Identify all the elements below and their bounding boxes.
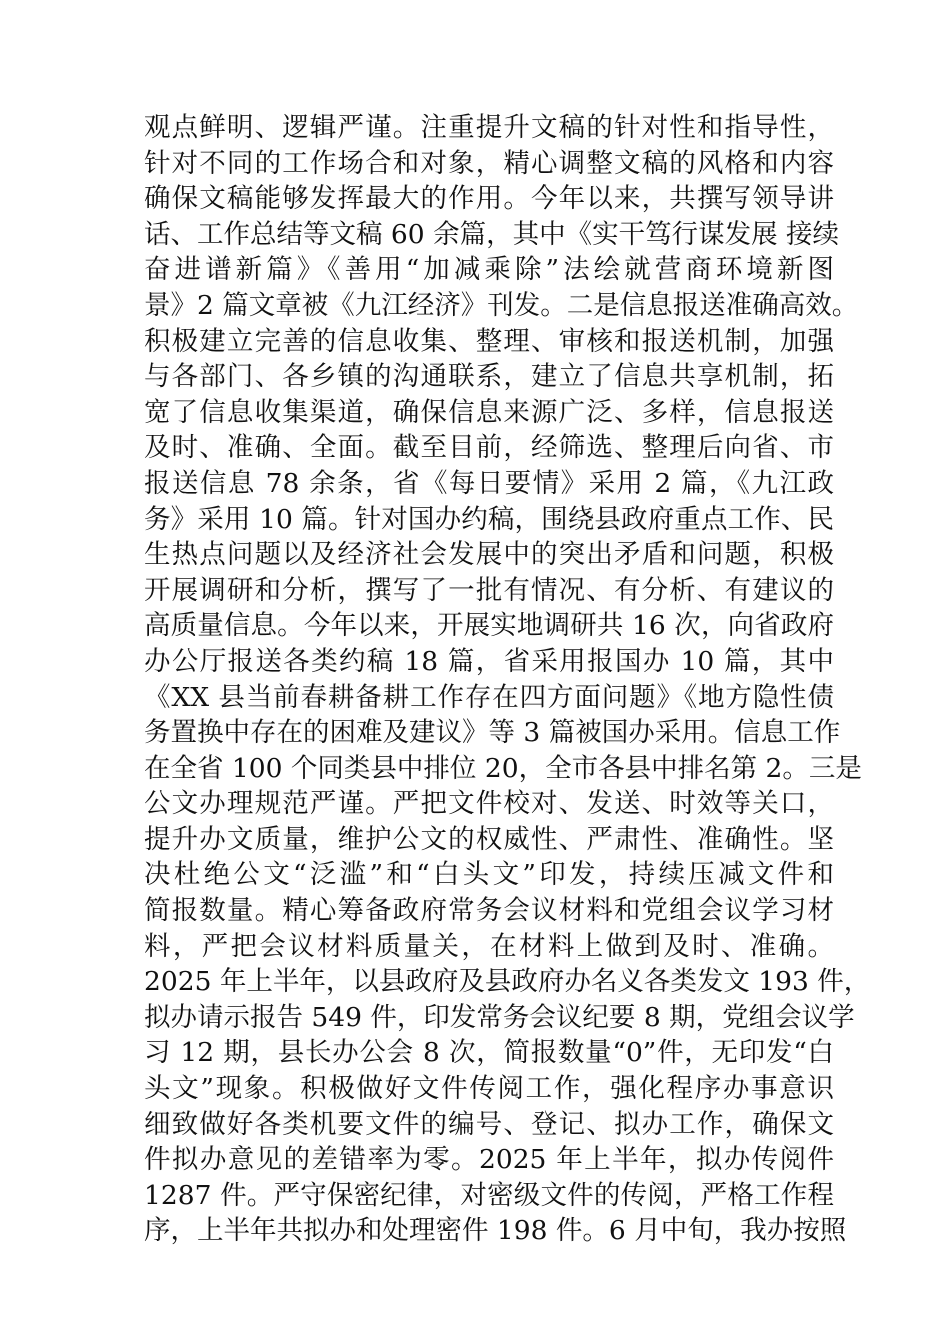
text-line: 与各部门、各乡镇的沟通联系，建立了信息共享机制，拓 <box>144 361 834 393</box>
text-line: 头文”现象。积极做好文件传阅工作，强化程序办事意识 <box>144 1073 834 1105</box>
text-line: 高质量信息。今年以来，开展实地调研共 16 次，向省政府 <box>144 610 834 642</box>
text-line: 景》2 篇文章被《九江经济》刊发。二是信息报送准确高效。 <box>144 289 859 321</box>
text-line: 公文办理规范严谨。严把文件校对、发送、时效等关口， <box>144 788 834 820</box>
text-line: 拟办请示报告 549 件，印发常务会议纪要 8 期，党组会议学 <box>144 1001 855 1033</box>
text-line: 积极建立完善的信息收集、整理、审核和报送机制，加强 <box>144 325 834 357</box>
text-line: 细致做好各类机要文件的编号、登记、拟办工作，确保文 <box>144 1108 834 1140</box>
text-line: 话、工作总结等文稿 60 余篇，其中《实干笃行谋发展 接续 <box>144 218 839 250</box>
text-line: 习 12 期，县长办公会 8 次，简报数量“0”件，无印发“白 <box>144 1037 834 1069</box>
text-line: 《XX 县当前春耕备耕工作存在四方面问题》《地方隐性债 <box>144 681 834 713</box>
text-line: 件拟办意见的差错率为零。2025 年上半年，拟办传阅件 <box>144 1144 834 1176</box>
text-line: 报送信息 78 余条，省《每日要情》采用 2 篇，《九江政 <box>144 467 834 499</box>
text-line: 1287 件。严守保密纪律，对密级文件的传阅，严格工作程 <box>144 1179 834 1211</box>
text-line: 奋进谱新篇》《善用“加减乘除”法绘就营商环境新图 <box>144 254 834 286</box>
text-line: 务置换中存在的困难及建议》等 3 篇被国办采用。信息工作 <box>144 717 841 749</box>
text-line: 生热点问题以及经济社会发展中的突出矛盾和问题，积极 <box>144 539 834 571</box>
text-line: 决杜绝公文“泛滥”和“白头文”印发，持续压减文件和 <box>144 859 834 891</box>
text-line: 务》采用 10 篇。针对国办约稿，围绕县政府重点工作、民 <box>144 503 834 535</box>
body-text <box>144 110 871 1249</box>
text-line: 2025 年上半年，以县政府及县政府办名义各类发文 193 件， <box>144 966 871 998</box>
text-line: 确保文稿能够发挥最大的作用。今年以来，共撰写领导讲 <box>144 183 834 215</box>
text-line: 料，严把会议材料质量关，在材料上做到及时、准确。 <box>144 930 834 962</box>
text-line: 序，上半年共拟办和处理密件 198 件。6 月中旬，我办按照 <box>144 1215 847 1247</box>
text-line: 提升办文质量，维护公文的权威性、严肃性、准确性。坚 <box>144 823 834 855</box>
text-line: 办公厅报送各类约稿 18 篇，省采用报国办 10 篇，其中 <box>144 645 834 677</box>
text-line: 宽了信息收集渠道，确保信息来源广泛、多样，信息报送 <box>144 396 834 428</box>
text-line: 观点鲜明、逻辑严谨。注重提升文稿的针对性和指导性， <box>144 112 834 143</box>
text-line: 及时、准确、全面。截至目前，经筛选、整理后向省、市 <box>144 432 834 464</box>
text-line: 简报数量。精心筹备政府常务会议材料和党组会议学习材 <box>144 895 834 927</box>
text-line: 开展调研和分析，撰写了一批有情况、有分析、有建议的 <box>144 574 834 606</box>
text-line: 针对不同的工作场合和对象，精心调整文稿的风格和内容 <box>144 147 834 179</box>
text-line: 在全省 100 个同类县中排位 20，全市各县中排名第 2。三是 <box>144 752 862 784</box>
